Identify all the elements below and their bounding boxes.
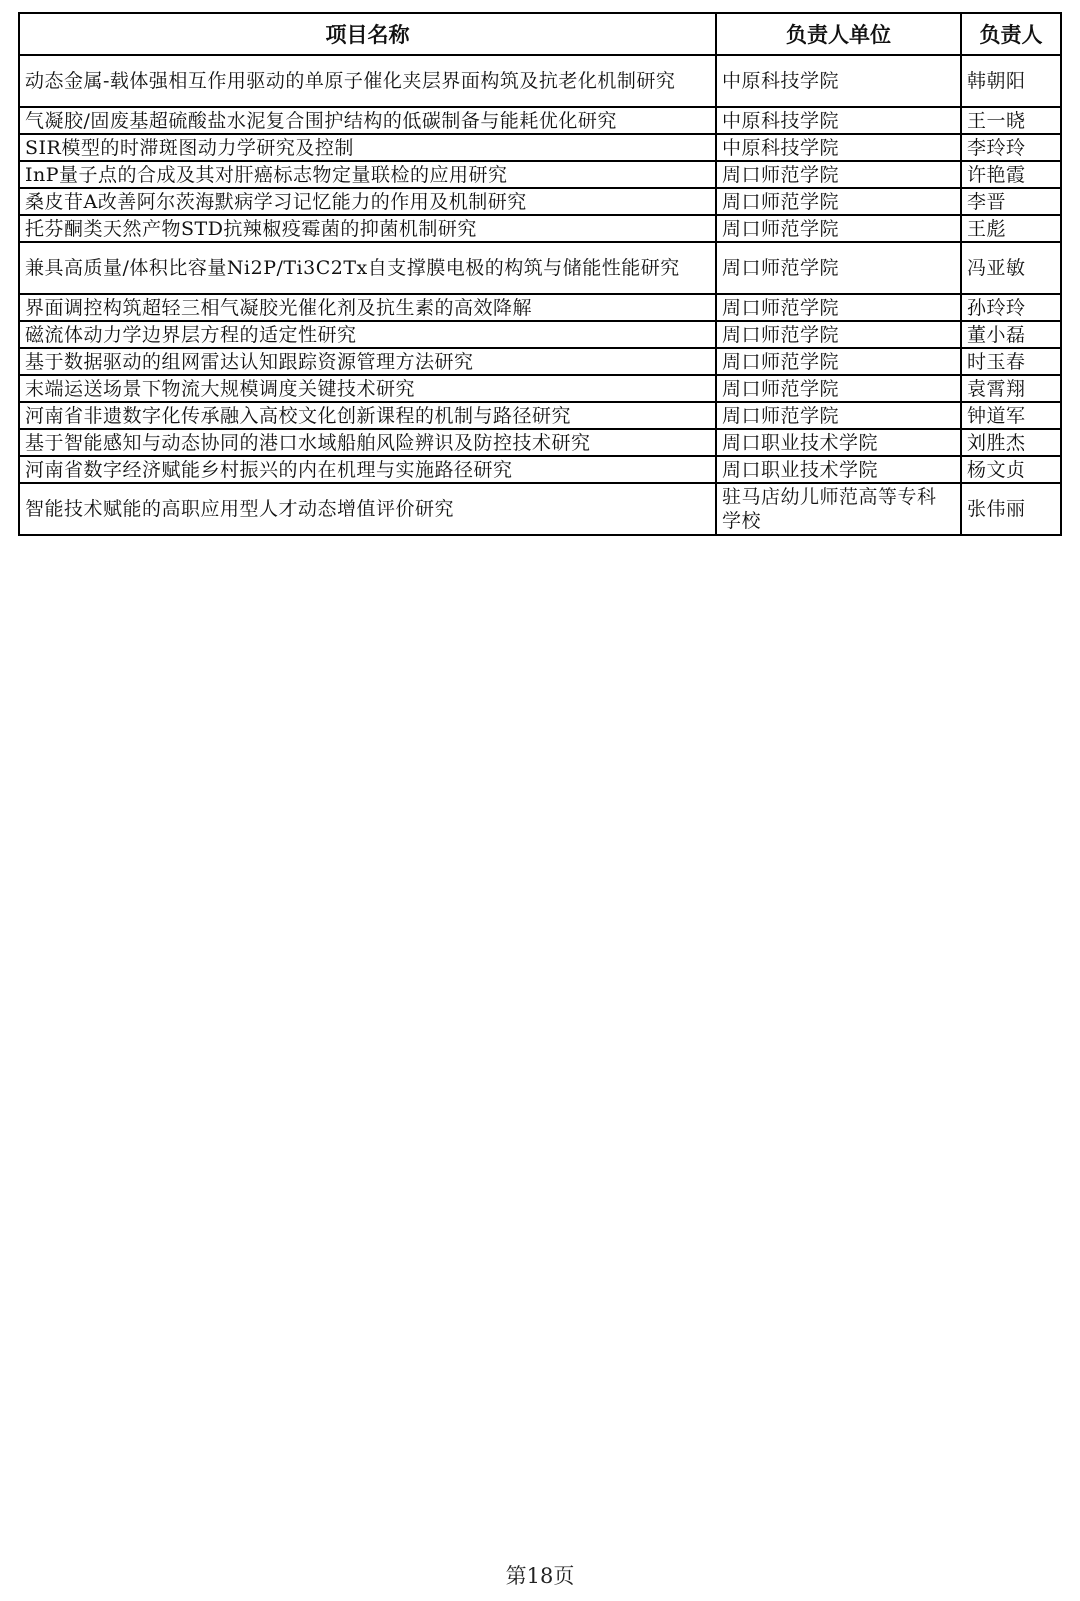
table-row (19, 107, 1061, 134)
lead-unit-cell: 周口职业技术学院 (716, 429, 961, 456)
project-name-cell: 兼具高质量/体积比容量Ni2P/Ti3C2Tx自支撑膜电极的构筑与储能性能研究 (19, 242, 716, 294)
lead-unit-cell: 周口师范学院 (716, 242, 961, 294)
table-header-row (19, 13, 1061, 55)
project-name-cell: InP量子点的合成及其对肝癌标志物定量联检的应用研究 (19, 161, 716, 188)
header-project-name: 项目名称 (19, 13, 716, 55)
lead-person-cell: 王彪 (961, 215, 1061, 242)
lead-person-cell: 张伟丽 (961, 483, 1061, 535)
project-name-cell: SIR模型的时滞斑图动力学研究及控制 (19, 134, 716, 161)
project-name-cell: 河南省数字经济赋能乡村振兴的内在机理与实施路径研究 (19, 456, 716, 483)
project-name-cell: 动态金属-载体强相互作用驱动的单原子催化夹层界面构筑及抗老化机制研究 (19, 55, 716, 107)
table-row (19, 188, 1061, 215)
table-row (19, 483, 1061, 535)
header-lead-person: 负责人 (961, 13, 1061, 55)
project-name-cell: 智能技术赋能的高职应用型人才动态增值评价研究 (19, 483, 716, 535)
project-name-cell: 基于智能感知与动态协同的港口水域船舶风险辨识及防控技术研究 (19, 429, 716, 456)
table-row (19, 134, 1061, 161)
table-row (19, 242, 1061, 294)
lead-person-cell: 孙玲玲 (961, 294, 1061, 321)
lead-unit-cell: 中原科技学院 (716, 134, 961, 161)
project-name-cell: 基于数据驱动的组网雷达认知跟踪资源管理方法研究 (19, 348, 716, 375)
lead-unit-cell: 中原科技学院 (716, 107, 961, 134)
project-name-cell: 托芬酮类天然产物STD抗辣椒疫霉菌的抑菌机制研究 (19, 215, 716, 242)
table-row (19, 55, 1061, 107)
lead-person-cell: 李玲玲 (961, 134, 1061, 161)
lead-person-cell: 钟道军 (961, 402, 1061, 429)
page-number: 第18页 (505, 1564, 575, 1588)
lead-person-cell: 刘胜杰 (961, 429, 1061, 456)
project-table (18, 12, 1062, 536)
table-row (19, 348, 1061, 375)
lead-person-cell: 袁霄翔 (961, 375, 1061, 402)
lead-person-cell: 韩朝阳 (961, 55, 1061, 107)
header-lead-unit: 负责人单位 (716, 13, 961, 55)
lead-unit-cell: 周口师范学院 (716, 375, 961, 402)
table-row (19, 402, 1061, 429)
project-name-cell: 末端运送场景下物流大规模调度关键技术研究 (19, 375, 716, 402)
table-row (19, 321, 1061, 348)
lead-unit-cell: 周口师范学院 (716, 161, 961, 188)
lead-person-cell: 杨文贞 (961, 456, 1061, 483)
table-row (19, 456, 1061, 483)
table-row (19, 429, 1061, 456)
lead-unit-cell: 周口师范学院 (716, 215, 961, 242)
lead-person-cell: 时玉春 (961, 348, 1061, 375)
table-row (19, 375, 1061, 402)
project-name-cell: 河南省非遗数字化传承融入高校文化创新课程的机制与路径研究 (19, 402, 716, 429)
lead-person-cell: 许艳霞 (961, 161, 1061, 188)
table-row (19, 294, 1061, 321)
lead-unit-cell: 周口师范学院 (716, 402, 961, 429)
project-name-cell: 磁流体动力学边界层方程的适定性研究 (19, 321, 716, 348)
table-row (19, 161, 1061, 188)
table-row (19, 215, 1061, 242)
lead-person-cell: 冯亚敏 (961, 242, 1061, 294)
project-name-cell: 桑皮苷A改善阿尔茨海默病学习记忆能力的作用及机制研究 (19, 188, 716, 215)
lead-person-cell: 李晋 (961, 188, 1061, 215)
lead-person-cell: 王一晓 (961, 107, 1061, 134)
lead-unit-cell: 周口师范学院 (716, 348, 961, 375)
lead-unit-cell: 周口职业技术学院 (716, 456, 961, 483)
project-name-cell: 界面调控构筑超轻三相气凝胶光催化剂及抗生素的高效降解 (19, 294, 716, 321)
project-name-cell: 气凝胶/固废基超硫酸盐水泥复合围护结构的低碳制备与能耗优化研究 (19, 107, 716, 134)
lead-unit-cell: 周口师范学院 (716, 321, 961, 348)
lead-person-cell: 董小磊 (961, 321, 1061, 348)
lead-unit-cell: 周口师范学院 (716, 188, 961, 215)
lead-unit-cell: 周口师范学院 (716, 294, 961, 321)
lead-unit-cell: 驻马店幼儿师范高等专科学校 (716, 483, 961, 535)
lead-unit-cell: 中原科技学院 (716, 55, 961, 107)
